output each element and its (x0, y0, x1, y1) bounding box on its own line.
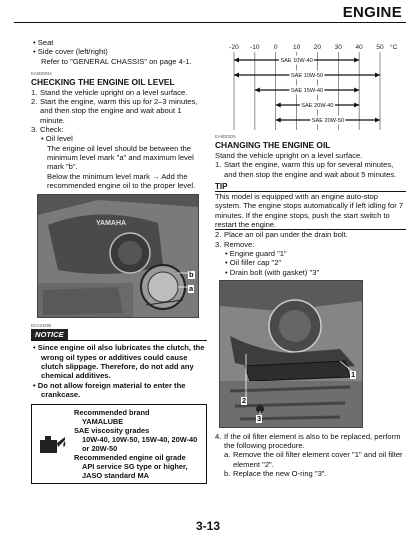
oil-level-photo (37, 194, 199, 318)
remove-text: Oil filler cap "2" (229, 258, 282, 268)
engine-illustration (38, 195, 198, 317)
check-desc-1: The engine oil level should be between the minimum level mark "a" and maximum level mark "b". (47, 143, 194, 172)
step-3 (31, 125, 207, 134)
step-text: Start the engine, warm this up for 2–3 minutes, and then stop the engine and wait about 1 minute. (40, 97, 198, 125)
step-number: 1. (215, 160, 222, 170)
step-number: 2. (31, 97, 38, 107)
substep-letter: b. (224, 469, 231, 479)
step-text: Stand the vehicle upright on a level surface. (40, 87, 188, 97)
grade-label: SAE 10W-50 (290, 73, 324, 80)
substep-letter: a. (224, 450, 231, 460)
remove-text: Engine guard "1" (229, 248, 287, 258)
grades-label: SAE viscosity grades (74, 426, 150, 436)
svg-text:YAMAHA: YAMAHA (96, 220, 127, 228)
section-code: EAM30025 (215, 134, 236, 139)
oil-can-icon (32, 405, 72, 483)
oil-spec-text (72, 405, 206, 483)
tip-label: TIP (215, 181, 228, 191)
range-arrow-right (354, 103, 359, 108)
x-tick-label: 0 (273, 44, 278, 51)
step-text: Remove: (224, 239, 255, 249)
notice-item-1: • Since engine oil also lubricates the clutch, the wrong oil types or additives could cause clutch slippage. Therefore, do not add any chemical additives. (33, 343, 205, 381)
notice-item-2: • Do not allow foreign material to enter the crankcase. (33, 380, 186, 399)
range-arrow-left (234, 73, 239, 78)
oil-spec-box (31, 404, 207, 484)
substep-text: Replace the new O-ring "3". (233, 469, 327, 479)
label-min-mark: a (189, 284, 194, 294)
tip-text: This model is equipped with an engine auto-stop system. The engine stops automatically if left idling for 7 minutes. If the engine stops, push the start switch to restart the engine. (215, 192, 404, 230)
range-arrow-right (375, 118, 380, 123)
substep-text: Remove the oil filter element cover "1" and oil filter element "2". (233, 450, 403, 469)
left-column (31, 38, 207, 484)
range-arrow-right (354, 88, 359, 93)
brand-label: Recommended brand (74, 408, 150, 418)
step-2 (31, 97, 207, 125)
bullet-text: Side cover (left/right) (37, 47, 108, 57)
grades-value: 10W-40, 10W-50, 15W-40, 20W-40 or 20W-50 (82, 435, 198, 454)
remove-item-1: • Engine guard "1" (225, 248, 287, 258)
engine-guard-photo (219, 280, 363, 428)
header-rule (14, 22, 406, 23)
check-desc-2: Below the minimum level mark → Add the recommended engine oil to the proper level. (47, 171, 196, 190)
step-3 (215, 240, 406, 249)
step-number: 3. (215, 239, 222, 249)
substep-b (215, 469, 406, 478)
section-heading: CHECKING THE ENGINE OIL LEVEL (31, 76, 175, 87)
step-2 (215, 230, 406, 239)
step-text: Place an oil pan under the drain bolt. (224, 230, 348, 240)
label-drain-bolt: 3 (257, 413, 262, 423)
grade-label: SAE 15W-40 (290, 88, 324, 95)
tip-box (215, 182, 406, 230)
intro-text: Stand the vehicle upright on a level surface. (215, 151, 363, 160)
engine-guard-illustration (220, 281, 362, 427)
label-max-mark: b (189, 270, 194, 280)
step-text: Start the engine, warm this up for several minutes, and then stop the engine and wait about 5 minutes. (224, 160, 397, 179)
check-item-text: Oil level (45, 134, 73, 144)
notice-box (31, 329, 207, 399)
brand-value: YAMALUBE (82, 417, 124, 427)
x-tick-label: 30 (334, 44, 342, 51)
step-number: 1. (31, 87, 38, 97)
section-title: ENGINE (342, 4, 402, 21)
x-tick-label: 50 (376, 44, 384, 51)
viscosity-chart (222, 40, 408, 132)
x-tick-label: 10 (292, 44, 301, 51)
grade-label: SAE 20W-50 (311, 118, 344, 125)
remove-item-2: • Oil filler cap "2" (225, 258, 282, 268)
unit-label: °C (390, 44, 398, 51)
substep-a (215, 450, 406, 469)
x-tick-label: -10 (250, 44, 260, 51)
bullet-text: Seat (37, 38, 54, 47)
x-tick-label: -20 (229, 44, 239, 51)
range-arrow-left (276, 118, 281, 123)
range-arrow-left (255, 88, 260, 93)
range-arrow-left (234, 58, 239, 63)
grade-label: Recommended engine oil grade (74, 453, 186, 463)
page-number: 3-13 (195, 519, 221, 533)
section-code: EAM30034 (31, 70, 52, 76)
section-heading: CHANGING THE ENGINE OIL (215, 140, 331, 150)
notice-text: Do not allow foreign material to enter the crankcase. (37, 380, 186, 399)
bullet-seat: • Seat (33, 38, 54, 47)
notice-rule (31, 340, 207, 341)
step-number: 2. (215, 230, 222, 240)
remove-item-3: • Drain bolt (with gasket) "3" (225, 267, 320, 277)
notice-code: ECA24290 (31, 323, 52, 329)
label-engine-guard: 1 (351, 369, 356, 379)
step-4 (215, 432, 406, 451)
bullet-side-cover: • Side cover (left/right) (33, 47, 108, 57)
grade-label: SAE 10W-40 (280, 58, 313, 65)
notice-text: Since engine oil also lubricates the clutch, the wrong oil types or additives could cause clutch slippage. Therefore, do not add any chemical additives. (37, 343, 205, 381)
notice-label: NOTICE (31, 329, 68, 340)
page-header (0, 0, 416, 24)
range-arrow-left (276, 103, 281, 108)
range-arrow-right (375, 73, 380, 78)
range-arrow-right (354, 58, 359, 63)
step-number: 4. (215, 431, 222, 441)
grade-value: API service SG type or higher, JASO standard MA (82, 462, 188, 481)
step-1 (215, 160, 406, 179)
step-text: If the oil filter element is also to be replaced, perform the following procedure. (224, 431, 401, 451)
grade-label: SAE 20W-40 (301, 103, 334, 110)
step-text: Check: (40, 125, 64, 135)
x-tick-label: 20 (313, 44, 322, 51)
chassis-reference: Refer to "GENERAL CHASSIS" on page 4-1. (41, 56, 192, 66)
x-tick-label: 40 (355, 44, 363, 51)
remove-text: Drain bolt (with gasket) "3" (229, 267, 320, 277)
right-column (215, 134, 406, 478)
step-1 (31, 88, 207, 97)
check-item: • Oil level (41, 134, 73, 144)
label-oil-filler-cap: 2 (242, 395, 247, 405)
step-number: 3. (31, 125, 38, 135)
